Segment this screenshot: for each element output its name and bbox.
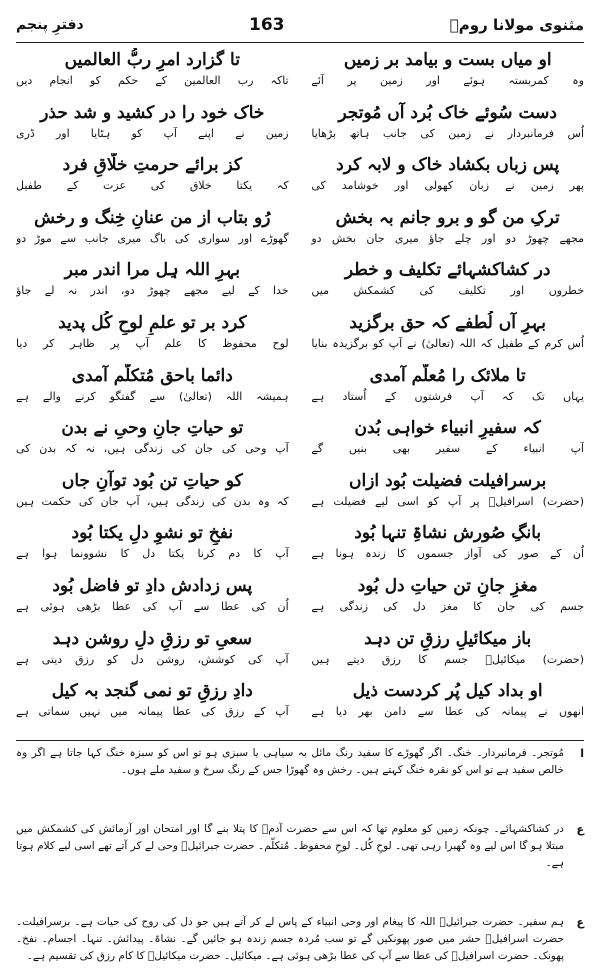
urdu-translation: جسم کی جان کا مغز دل کی زندگی ہے: [311, 600, 584, 614]
second-hemistich: [16, 469, 289, 513]
footnote-divider: [16, 740, 584, 741]
persian-verse: تو حیاتِ جانِ وحیِ نے بدن: [61, 418, 244, 439]
persian-verse: کز برائے حرمتِ خلّاقِ فرد: [62, 155, 242, 176]
persian-verse: کو حیاتِ تن بُود توآنِ جاں: [61, 470, 243, 491]
urdu-translation: وہ کمربستہ ہوئے اور زمین پر آئے: [311, 74, 584, 87]
urdu-translation: آپ انبیاء کے سفیر بھی بنیں گے: [311, 442, 584, 456]
couplet: [16, 153, 584, 206]
urdu-translation: آپ کا دم کرنا یکتا دل کا نشوونما ہوا ہے: [16, 547, 289, 561]
persian-verse: خاک خود را در کشید و شد حذر: [40, 102, 265, 123]
urdu-translation: انھوں نے پیمانہ کی عطا سے دامن بھر دیا ہے: [311, 705, 584, 719]
footnote: [16, 745, 584, 779]
urdu-translation: (حضرت) میکائیلؑ جسم کا رزق دیتے ہیں: [311, 652, 584, 666]
book-title: مثنوی مولانا رومؒ: [449, 16, 584, 34]
volume-label: دفترِ پنجم: [16, 17, 84, 33]
persian-verse: بہرِ اللہ ہِل مرا اندر مبر: [64, 260, 241, 281]
urdu-translation: (حضرت) اسرافیلؑ پر آپ کو اسی لیے فضیلت ہے: [311, 494, 584, 508]
persian-verse: او میاں بست و بیامد بر زمیں: [343, 50, 552, 70]
first-hemistich: [311, 48, 584, 92]
couplet: [16, 574, 584, 627]
urdu-translation: آپ وحی کی جان کی زندگی ہیں، نہ کہ بدن کی: [16, 442, 289, 456]
first-hemistich: [311, 574, 584, 618]
footnote-marker: ا: [580, 747, 584, 760]
first-hemistich: [311, 416, 584, 460]
second-hemistich: [16, 311, 289, 355]
persian-verse: ترکِ من گو و برو جانم بہ بخش: [335, 207, 560, 228]
urdu-translation: لوح محفوظ کا علم آپ پر ظاہر کر دیا: [16, 337, 289, 351]
urdu-translation: اُن کی عطا سے آپ کی عطا بڑھی ہوئی ہے: [16, 600, 289, 614]
couplet: [16, 311, 584, 364]
first-hemistich: [311, 311, 584, 355]
persian-verse: برسرافیلت فضیلت بُود ازاں: [349, 470, 547, 491]
persian-verse: دائما باحق مُتکلّم آمدی: [71, 365, 233, 386]
persian-verse: سعیِ تو رزقِ دلِ روشن دہد: [52, 628, 252, 649]
second-hemistich: [16, 153, 289, 197]
footnote-text: ہم سفیر۔ حضرت جبرائیلؑ اللہ کا پیغام اور وحی انبیاء کے پاس لے کر آتے ہیں جو دل کی روح کی حیات ہے۔ برسرافیلت۔ حضرت اسرافیلؑ حشر میں صور پھونکیں گے تو سب مُردہ جسم زندہ ہو جائیں گے۔ نشاۃ۔ پیدائش۔ تنہا۔ اجسام۔ نفخ۔ پھونک۔ حضرت اسرافیلؑ کی عطا سے آپ کی عطا بڑھی ہوئی ہے۔ میکائیل۔ حضرت میکائیلؑ کا کام رزق کی تقسیم ہے۔: [16, 916, 564, 962]
persian-verse: دست سُوئے خاک بُرد آں مُوتجر: [338, 102, 557, 123]
urdu-translation: آپ کے رزق کی عطا پیمانہ میں نہیں سماتی ہے: [16, 705, 289, 719]
first-hemistich: [311, 364, 584, 408]
second-hemistich: [16, 48, 289, 92]
persian-verse: او بداد کیل پُر کردست ذیل: [352, 681, 543, 702]
second-hemistich: [16, 364, 289, 408]
footnote-marker: ع: [576, 916, 584, 929]
first-hemistich: [311, 206, 584, 250]
persian-verse: کہ سفیرِ انبیاء خواہی بُدن: [354, 418, 541, 439]
couplet: [16, 101, 584, 154]
second-hemistich: [16, 416, 289, 460]
couplet: [16, 206, 584, 259]
page-number: 163: [249, 15, 285, 35]
first-hemistich: [311, 101, 584, 145]
urdu-translation: تاکہ رب العالمین کے حکم کو انجام دیں: [16, 74, 289, 87]
persian-verse: مغزِ جانِ تن حیاتِ دل بُود: [357, 576, 538, 597]
persian-verse: در کشاکشہائے تکلیف و خطر: [344, 260, 551, 281]
second-hemistich: [16, 101, 289, 145]
urdu-translation: کہ وہ بدن کی زندگی ہیں، آپ جان کی حکمت ہیں: [16, 494, 289, 508]
footnote-marker: ع: [576, 823, 584, 836]
first-hemistich: [311, 679, 584, 723]
couplet: [16, 48, 584, 101]
footnote-text: در کشاکشہائے۔ چونکہ زمین کو معلوم تھا کہ اس سے حضرت آدمؑ کا پتلا بنے گا اور امتحان اور آزمائش کی کشمکش میں مبتلا ہو گا اس لیے وہ گھبرا رہی تھی۔ لوحِ کُل۔ لوحِ محفوظ۔ مُتکلّم۔ حضرت جبرائیلؑ وحی لے کر آتے تھے اسی لیے کلام ہوتا ہے۔: [16, 823, 564, 869]
second-hemistich: [16, 627, 289, 671]
persian-verse: دادِ رزقِ تو نمی گنجد بہ کیل: [51, 681, 253, 702]
persian-verse: کرد بر تو علمِ لوحِ کُل پدید: [58, 313, 247, 334]
page-header: [16, 8, 584, 43]
first-hemistich: [311, 258, 584, 302]
footnotes: [16, 745, 584, 965]
urdu-translation: ہمیشہ اللہ (تعالیٰ) سے گفتگو کرنے والے ہے: [16, 389, 289, 403]
urdu-translation: خدا کے لیے مجھے چھوڑ دو، اندر نہ لے جاؤ: [16, 284, 289, 298]
couplet: [16, 469, 584, 522]
first-hemistich: [311, 521, 584, 565]
second-hemistich: [16, 574, 289, 618]
urdu-translation: پھر زمین نے زبان کھولی اور خوشامد کی: [311, 179, 584, 193]
persian-verse: باز میکائیلِ رزقِ تن دہد: [364, 628, 532, 649]
couplet: [16, 258, 584, 311]
urdu-translation: آپ کی کوشش، روشن دل کو رزق دیتی ہے: [16, 652, 289, 666]
couplet: [16, 627, 584, 680]
persian-verse: پس زدادش دادِ تو فاضل بُود: [52, 576, 253, 597]
persian-verse: بانگِ صُورش نشاۃِ تنہا بُود: [354, 523, 542, 544]
second-hemistich: [16, 679, 289, 723]
urdu-translation: یہاں تک کہ آپ فرشتوں کے اُستاد ہے: [311, 389, 584, 403]
footnote: [16, 914, 584, 965]
urdu-translation: گھوڑے اور سواری کی باگ میری جانب سے موڑ دو: [16, 231, 289, 245]
urdu-translation: کہ یکتا خلاق کی عزت کے طفیل: [16, 179, 289, 193]
persian-verse: نفخِ تو نشوِ دلِ یکتا بُود: [71, 523, 234, 544]
first-hemistich: [311, 627, 584, 671]
first-hemistich: [311, 469, 584, 513]
couplet: [16, 521, 584, 574]
first-hemistich: [311, 153, 584, 197]
urdu-translation: اُس فرمانبردار نے زمین کی جانب ہاتھ بڑھایا: [311, 126, 584, 140]
footnote: [16, 821, 584, 872]
persian-verse: رُو بتاب از من عنانِ خِنگ و رخش: [34, 207, 271, 228]
persian-verse: بہرِ آں لُطفے کہ حق برگزید: [349, 313, 546, 334]
urdu-translation: مجھے چھوڑ دو اور چلے جاؤ میری جان بخش دو: [311, 231, 584, 245]
second-hemistich: [16, 521, 289, 565]
urdu-translation: زمین نے اپنے آپ کو ہٹایا اور ڈری: [16, 126, 289, 140]
persian-verse: تا ملائک را مُعلّم آمدی: [369, 365, 526, 386]
persian-verse: پس زباں بکشاد خاک و لابہ کرد: [336, 155, 560, 176]
second-hemistich: [16, 206, 289, 250]
urdu-translation: اُس کرم کے طفیل کہ اللہ (تعالیٰ) نے آپ کو برگزیدہ بنایا: [311, 337, 584, 351]
footnote-text: مُوتجر۔ فرمانبردار۔ خنگ۔ اگر گھوڑے کا سفید رنگ مائل بہ سیاہی یا سبزی ہو تو اس کو سبزہ خنگ کہا جاتا ہے اگر وہ خالص سفید ہے تو اس کو نقرہ خنگ کہتے ہیں۔ رخش وہ گھوڑا جس کے رنگ سرخ و سفید ملے ہوں۔: [16, 747, 564, 776]
couplet: [16, 416, 584, 469]
urdu-translation: خطروں اور تکلیف کی کشمکش میں: [311, 284, 584, 298]
persian-verse: تا گزارد امرِ ربُّ العالمیں: [64, 50, 240, 70]
urdu-translation: اُن کے صور کی آواز جسموں کا زندہ ہونا ہے: [311, 547, 584, 561]
poem-body: [16, 48, 584, 732]
second-hemistich: [16, 258, 289, 302]
couplet: [16, 364, 584, 417]
couplet: [16, 679, 584, 732]
